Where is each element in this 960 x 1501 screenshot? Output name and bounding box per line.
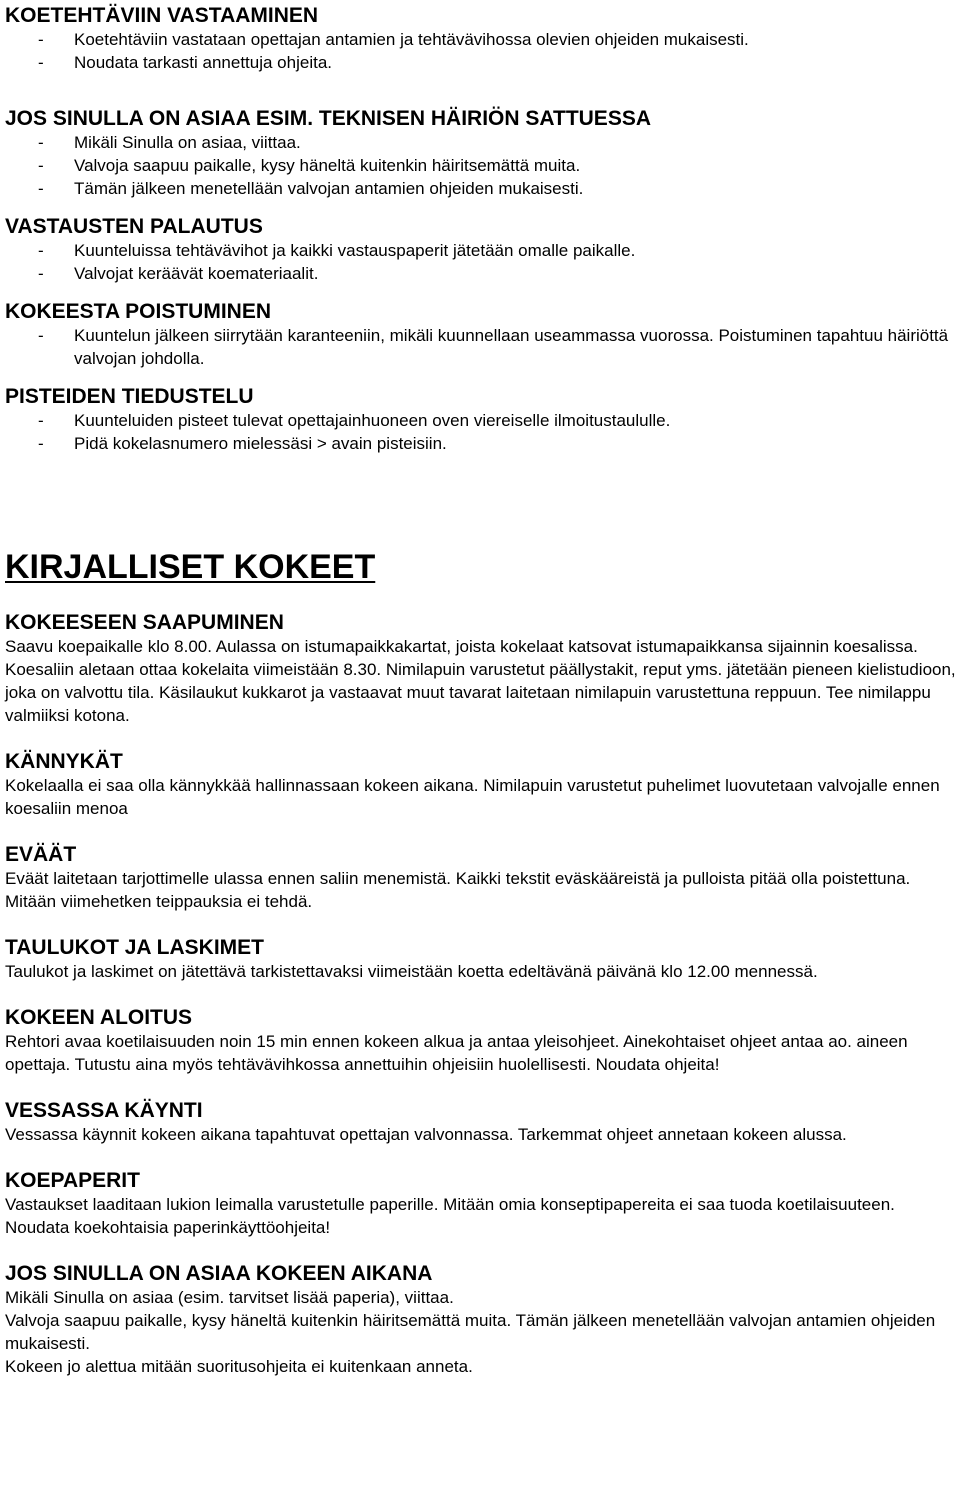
- paragraph: Vessassa käynnit kokeen aikana tapahtuvat opettajan valvonnassa. Tarkemmat ohjeet annetaan kokeen alussa.: [5, 1125, 847, 1144]
- dash-icon: -: [38, 411, 44, 430]
- dash-icon: -: [38, 326, 44, 345]
- bullet-list: [5, 239, 956, 285]
- paragraph: Koesaliin aletaan ottaa kokelaita viimeistään 8.30. Nimilapuin varustetut päällystakit, reput yms. jätetään pieneen kielistudioon, joka on valvottu tila. Käsilaukut kukkarot ja vastaavat muut tavarat laitetaan nimilapuin varustettuna reppuun. Tee nimilappu valmiiksi kotona.: [5, 660, 956, 725]
- section-vessassa-kaynti: [5, 1099, 956, 1146]
- section-heading: TAULUKOT JA LASKIMET: [5, 936, 264, 959]
- section-heading: KOKEESTA POISTUMINEN: [5, 300, 272, 323]
- section-heading: KOETEHTÄVIIN VASTAAMINEN: [5, 4, 319, 27]
- bullet-list: [5, 409, 956, 455]
- paragraph: Rehtori avaa koetilaisuuden noin 15 min ennen kokeen alkua ja antaa yleisohjeet. Ainekohtaiset ohjeet antaa ao. aineen opettaja. Tutustu aina myös tehtävävihkossa annettuihin ohjeisiin huolellisesti. Noudata ohjeita!: [5, 1032, 908, 1074]
- paragraph: Eväät laitetaan tarjottimelle ulassa ennen saliin menemistä. Kaikki tekstit eväskääreistä ja pulloista pitää olla poistettuna. Mitään viimehetken teippauksia ei tehdä.: [5, 869, 911, 911]
- section-kokeeseen-saapuminen: [5, 611, 956, 727]
- dash-icon: -: [38, 264, 44, 283]
- section-heading: KÄNNYKÄT: [5, 750, 123, 773]
- section-koepaperit: [5, 1169, 956, 1239]
- list-item-text: Tämän jälkeen menetellään valvojan antamien ohjeiden mukaisesti.: [74, 179, 584, 198]
- list-item-text: Kuunteluissa tehtävävihot ja kaikki vastauspaperit jätetään omalle paikalle.: [74, 241, 636, 260]
- section-koetehtaviin-vastaaminen: [5, 4, 956, 74]
- list-item-text: Noudata tarkasti annettuja ohjeita.: [74, 53, 333, 72]
- dash-icon: -: [38, 133, 44, 152]
- section-kannykat: [5, 750, 956, 820]
- list-item: [5, 262, 956, 285]
- paragraph: Saavu koepaikalle klo 8.00. Aulassa on istumapaikkakartat, joista kokelaat katsovat istumapaikkansa sijainnin koesalissa.: [5, 637, 918, 656]
- bullet-list: [5, 131, 956, 200]
- section-heading: KOKEEN ALOITUS: [5, 1006, 193, 1029]
- dash-icon: -: [38, 179, 44, 198]
- list-item: [5, 177, 956, 200]
- document-page: [0, 4, 960, 1501]
- section-pisteiden-tiedustelu: [5, 385, 956, 455]
- section-heading: EVÄÄT: [5, 843, 77, 866]
- list-item: [5, 432, 956, 455]
- section-vastausten-palautus: [5, 215, 956, 285]
- list-item: [5, 131, 956, 154]
- list-item: [5, 51, 956, 74]
- section-heading: JOS SINULLA ON ASIAA ESIM. TEKNISEN HÄIRIÖN SATTUESSA: [5, 107, 651, 130]
- paragraph: Valvoja saapuu paikalle, kysy häneltä kuitenkin häiritsemättä muita. Tämän jälkeen menetellään valvojan antamien ohjeiden mukaisesti.: [5, 1311, 936, 1353]
- section-kokeesta-poistuminen: [5, 300, 956, 370]
- section-heading: VESSASSA KÄYNTI: [5, 1099, 203, 1122]
- section-taulukot-ja-laskimet: [5, 936, 956, 983]
- list-item-text: Kuuntelun jälkeen siirrytään karanteeniin, mikäli kuunnellaan useammassa vuorossa. Poistuminen tapahtuu häiriöttä valvojan johdolla.: [74, 326, 949, 368]
- list-item: [5, 28, 956, 51]
- list-item-text: Mikäli Sinulla on asiaa, viittaa.: [74, 133, 301, 152]
- part-title: KIRJALLISET KOKEET: [5, 548, 376, 586]
- dash-icon: -: [38, 241, 44, 260]
- section-evaat: [5, 843, 956, 913]
- list-item-text: Valvojat keräävät koemateriaalit.: [74, 264, 319, 283]
- paragraph: Kokelaalla ei saa olla kännykkää hallinnassaan kokeen aikana. Nimilapuin varustetut puhelimet luovutetaan valvojalle ennen koesaliin menoa: [5, 776, 940, 818]
- section-heading: KOKEESEEN SAAPUMINEN: [5, 611, 284, 634]
- dash-icon: -: [38, 53, 44, 72]
- section-heading: VASTAUSTEN PALAUTUS: [5, 215, 263, 238]
- dash-icon: -: [38, 156, 44, 175]
- paragraph: Vastaukset laaditaan lukion leimalla varustetulle paperille. Mitään omia konseptipapereita ei saa tuoda koetilaisuuteen. Noudata koekohtaisia paperinkäyttöohjeita!: [5, 1195, 895, 1237]
- list-item: [5, 154, 956, 177]
- section-heading: KOEPAPERIT: [5, 1169, 140, 1192]
- list-item-text: Kuunteluiden pisteet tulevat opettajainhuoneen oven viereiselle ilmoitustaululle.: [74, 411, 671, 430]
- section-kokeen-aloitus: [5, 1006, 956, 1076]
- section-heading: PISTEIDEN TIEDUSTELU: [5, 385, 254, 408]
- section-tekninen-hairio: [5, 107, 956, 200]
- dash-icon: -: [38, 434, 44, 453]
- section-asiaa-kokeen-aikana: [5, 1262, 956, 1378]
- paragraph: Taulukot ja laskimet on jätettävä tarkistettavaksi viimeistään koetta edeltävänä päivänä klo 12.00 mennessä.: [5, 962, 818, 981]
- section-heading: JOS SINULLA ON ASIAA KOKEEN AIKANA: [5, 1262, 433, 1285]
- list-item: [5, 239, 956, 262]
- dash-icon: -: [38, 30, 44, 49]
- paragraph: Kokeen jo alettua mitään suoritusohjeita ei kuitenkaan anneta.: [5, 1357, 473, 1376]
- bullet-list: [5, 28, 956, 74]
- list-item-text: Valvoja saapuu paikalle, kysy häneltä kuitenkin häiritsemättä muita.: [74, 156, 581, 175]
- list-item-text: Koetehtäviin vastataan opettajan antamien ja tehtävävihossa olevien ohjeiden mukaisesti.: [74, 30, 749, 49]
- list-item-text: Pidä kokelasnumero mielessäsi > avain pisteisiin.: [74, 434, 447, 453]
- paragraph: Mikäli Sinulla on asiaa (esim. tarvitset lisää paperia), viittaa.: [5, 1288, 454, 1307]
- list-item: [5, 324, 956, 370]
- list-item: [5, 409, 956, 432]
- bullet-list: [5, 324, 956, 370]
